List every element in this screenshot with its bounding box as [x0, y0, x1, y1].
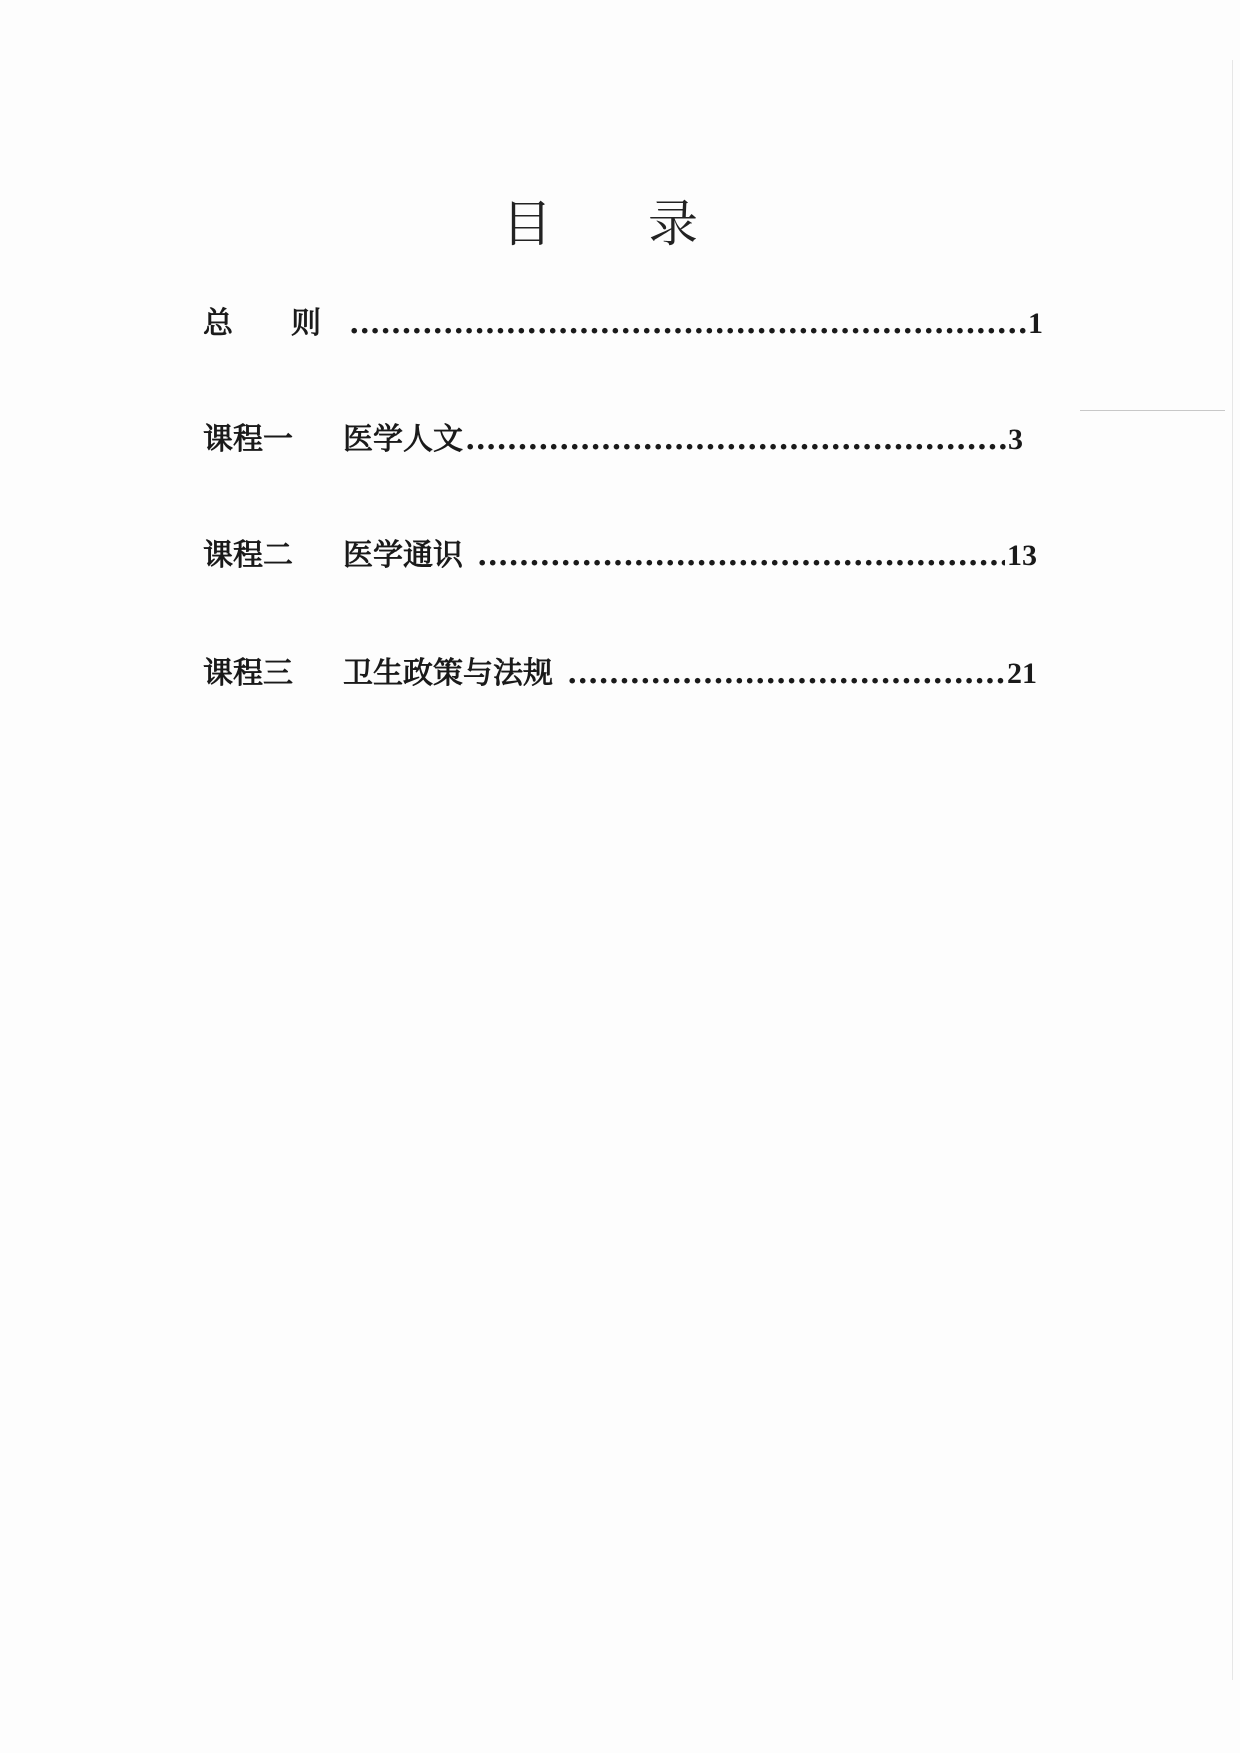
toc-page-number: 1: [1028, 307, 1043, 340]
scan-mark-line: [1080, 410, 1225, 411]
toc-entry-label: 课程二: [203, 538, 293, 573]
toc-page-number: 21: [1007, 657, 1037, 690]
toc-entry-title: 医学通识: [343, 538, 463, 573]
toc-entry-label: 课程三: [203, 656, 293, 691]
toc-entry-course-1[interactable]: [203, 414, 1023, 458]
toc-entry-title: 卫生政策与法规: [343, 656, 553, 691]
toc-entry-course-3[interactable]: [203, 648, 1037, 692]
toc-entry-course-2[interactable]: [203, 530, 1037, 574]
scan-edge-line: [1232, 60, 1233, 1680]
toc-entry-general[interactable]: [203, 298, 1043, 342]
toc-entry-title: 医学人文: [343, 422, 463, 457]
toc-leader-dots: [349, 306, 1026, 341]
toc-entry-label: 课程一: [203, 422, 293, 457]
toc-leader-dots: [465, 422, 1006, 457]
toc-leader-dots: [567, 656, 1005, 691]
page-title: 目 录: [502, 194, 738, 253]
toc-entry-label: 总 则: [203, 306, 335, 341]
toc-page-number: 3: [1008, 423, 1023, 456]
toc-page-number: 13: [1007, 539, 1037, 572]
toc-leader-dots: [477, 538, 1005, 573]
